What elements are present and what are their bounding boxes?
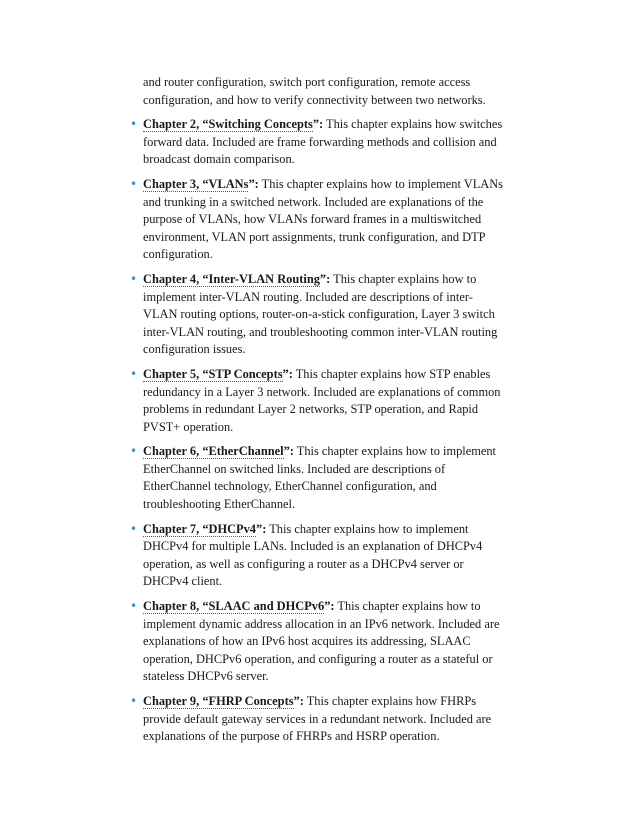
chapter-link[interactable]: Chapter 8, “SLAAC and DHCPv6: [143, 599, 325, 614]
chapter-link[interactable]: Chapter 6, “EtherChannel: [143, 444, 284, 459]
chapter-description: This chapter explains how switches forward data. Included are frame forwarding methods and collision and broadcast domain comparison.: [143, 117, 503, 167]
chapter-list-item: [130, 598, 503, 686]
chapter-description: This chapter explains how to implement VLANs and trunking in a switched network. Included are explanations of the purpose of VLANs, how VLANs forward frames in a multiswitched environment, VLAN port assignments, trunk configuration, and DTP configuration.: [143, 176, 503, 262]
chapter-list: [130, 116, 503, 746]
chapter-title-suffix: ”:: [282, 366, 293, 381]
chapter-title-suffix: ”:: [283, 444, 294, 459]
chapter-link[interactable]: Chapter 2, “Switching Concepts: [143, 117, 313, 132]
chapter-link[interactable]: Chapter 5, “STP Concepts: [143, 366, 283, 381]
chapter-description: This chapter explains how FHRPs provide default gateway services in a redundant network. Included are explanations of the purpose of FHRPs and HSRP operation.: [143, 694, 492, 744]
bullet-icon: •: [130, 117, 138, 132]
chapter-list-item: [130, 443, 503, 513]
chapter-list-item: [130, 693, 503, 746]
chapter-title-suffix: ”:: [293, 694, 304, 708]
chapter-list-item: [130, 176, 503, 264]
chapter-list-item: [130, 366, 503, 436]
chapter-description: This chapter explains how to implement dynamic address allocation in an IPv6 network. Included are explanations of how an IPv6 host acquires its addressing, SLAAC operation, DHCPv6 operation, and configuring a router as a stateful or stateless DHCPv6 server.: [143, 599, 500, 684]
chapter-list-item: [130, 271, 503, 359]
bullet-icon: •: [130, 694, 138, 708]
bullet-icon: •: [130, 366, 138, 381]
chapter-link[interactable]: Chapter 3, “VLANs: [143, 176, 249, 191]
chapter-title-suffix: ”:: [319, 271, 331, 286]
chapter-description: This chapter explains how to implement inter-VLAN routing. Included are descriptions of inter-VLAN routing options, router-on-a-stick configuration, Layer 3 switch inter-VLAN routing, and troubleshooting common inter-VLAN routing configuration issues.: [143, 271, 498, 357]
chapter-link[interactable]: Chapter 4, “Inter-VLAN Routing: [143, 271, 320, 286]
bullet-icon: •: [130, 444, 138, 459]
chapter-title-suffix: ”:: [312, 117, 324, 132]
continued-paragraph: and router configuration, switch port configuration, remote access configuration, and how to verify connectivity between two networks.: [143, 75, 486, 107]
chapter-list-item: [130, 116, 503, 169]
chapter-description: This chapter explains how to implement EtherChannel on switched links. Included are descriptions of EtherChannel technology, EtherChannel configuration, and troubleshooting EtherChannel.: [143, 444, 497, 512]
bullet-icon: •: [130, 599, 138, 614]
chapter-link[interactable]: Chapter 7, “DHCPv4: [143, 521, 257, 536]
chapter-title-suffix: ”:: [256, 521, 267, 536]
bullet-icon: •: [130, 271, 138, 286]
bullet-icon: •: [130, 176, 138, 191]
document-body: [130, 74, 503, 753]
chapter-link[interactable]: Chapter 9, “FHRP Concepts: [143, 694, 294, 708]
chapter-title-suffix: ”:: [248, 176, 259, 191]
chapter-title-suffix: ”:: [324, 599, 335, 614]
chapter-list-item: [130, 521, 503, 591]
bullet-icon: •: [130, 521, 138, 536]
chapter-description: This chapter explains how STP enables redundancy in a Layer 3 network. Included are explanations of common problems in redundant Layer 2 networks, STP operation, and Rapid PVST+ operation.: [143, 366, 501, 434]
chapter-description: This chapter explains how to implement DHCPv4 for multiple LANs. Included is an explanation of DHCPv4 operation, as well as configuring a router as a DHCPv4 server or DHCPv4 client.: [143, 521, 483, 589]
